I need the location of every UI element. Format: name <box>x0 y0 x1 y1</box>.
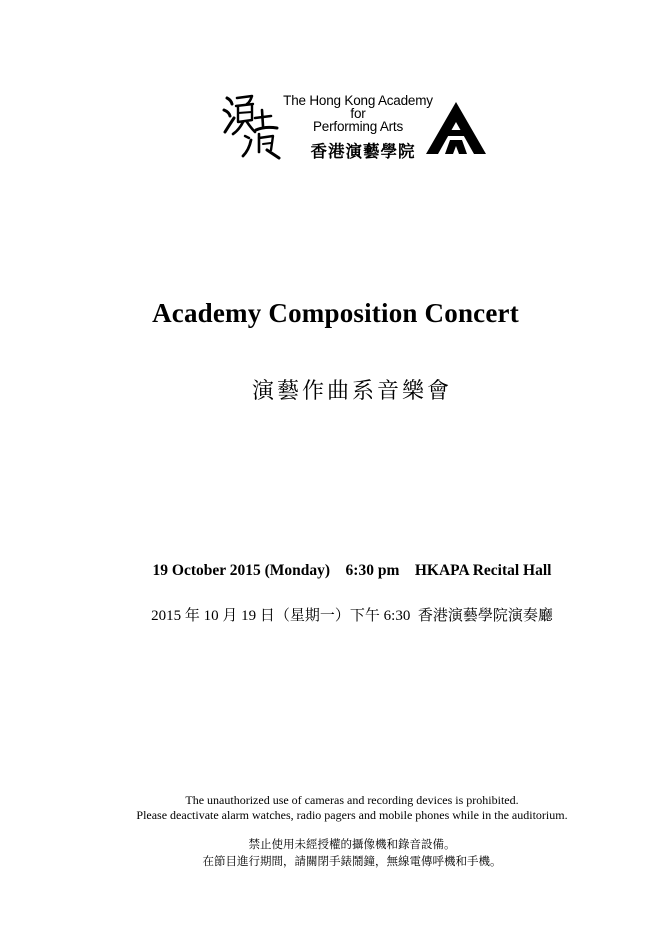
academy-name-line-1: The Hong Kong Academy <box>283 93 433 108</box>
academy-name-english <box>283 94 433 133</box>
notice-english-line-2: Please deactivate alarm watches, radio pagers and mobile phones while in the auditorium. <box>136 808 568 822</box>
hkapa-triangle-logo-icon <box>424 100 488 156</box>
concert-details-chinese: 2015 年 10 月 19 日（星期一）下午 6:30 香港演藝學院演奏廳 <box>151 608 553 624</box>
notice-chinese-line-2: 在節目進行期間，請關閉手錶鬧鐘，無線電傳呼機和手機。 <box>202 854 502 868</box>
concert-title-chinese: 演藝作曲系音樂會 <box>251 379 452 404</box>
academy-name-chinese: 香港演藝學院 <box>310 142 416 161</box>
academy-name-line-2: for <box>350 106 366 121</box>
concert-details-english: 19 October 2015 (Monday) 6:30 pm HKAPA Recital Hall <box>152 562 552 579</box>
academy-logo <box>221 92 491 164</box>
academy-name-line-3: Performing Arts <box>312 119 404 134</box>
notice-chinese-line-1: 禁止使用未經授權的攝像機和錄音設備。 <box>248 837 456 851</box>
notice-english-line-1: The unauthorized use of cameras and recording devices is prohibited. <box>185 793 519 807</box>
concert-title-english: Academy Composition Concert <box>152 298 519 328</box>
calligraphy-logo-icon <box>221 92 281 160</box>
